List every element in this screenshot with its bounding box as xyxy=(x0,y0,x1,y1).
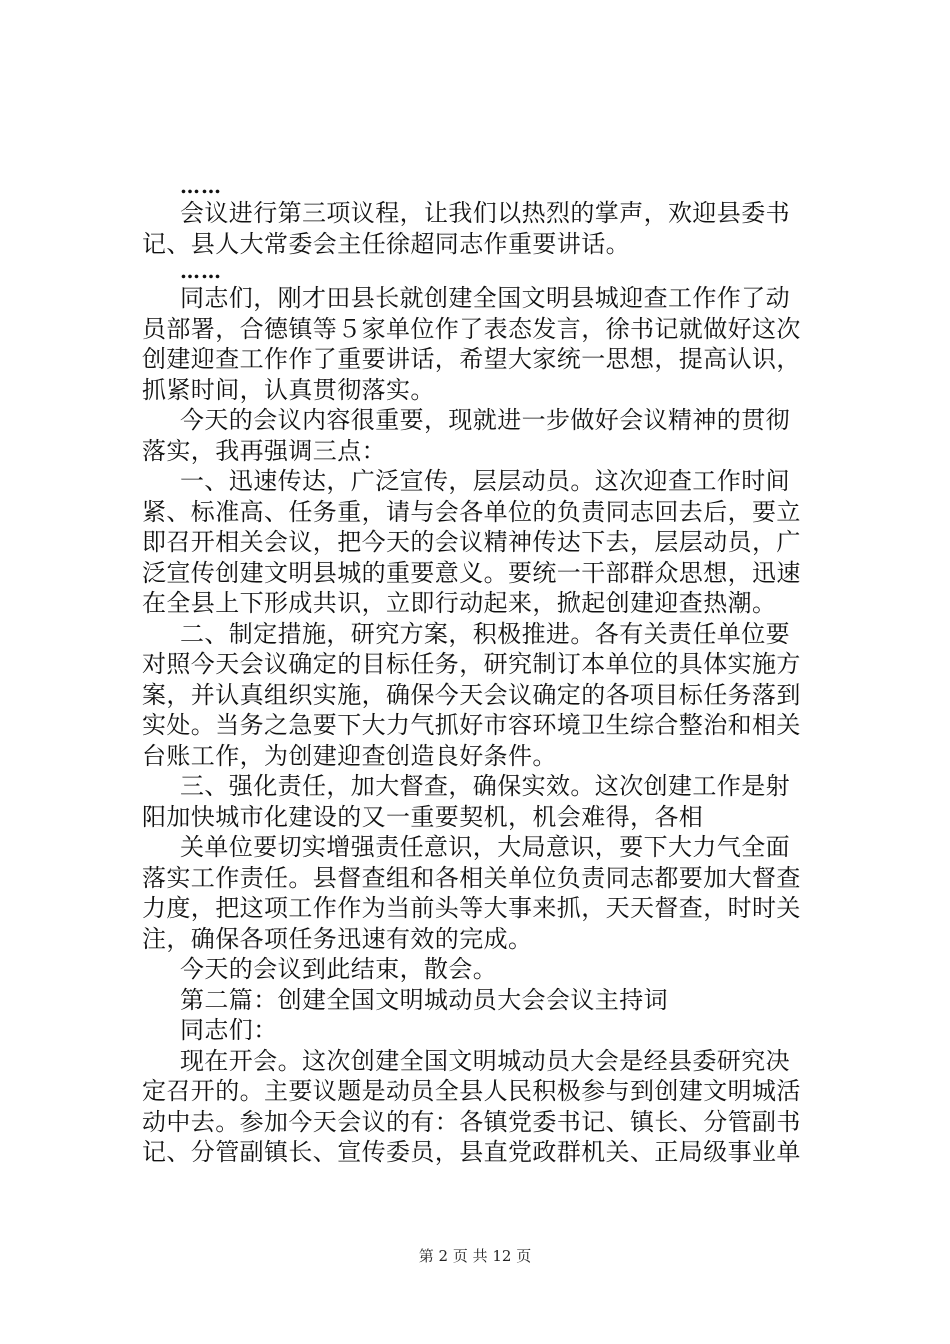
text-line: 今天的会议内容很重要，现就进一步做好会议精神的贯彻 xyxy=(180,406,790,434)
text-line: 记、分管副镇长、宣传委员，县直党政群机关、正局级事业单 xyxy=(142,1138,801,1166)
text-line: 注，确保各项任务迅速有效的完成。 xyxy=(142,924,533,953)
section-heading: 第二篇：创建全国文明城动员大会会议主持词 xyxy=(180,985,668,1014)
text-line: 今天的会议到此结束，散会。 xyxy=(180,955,498,983)
text-line: 台账工作，为创建迎查创造良好条件。 xyxy=(142,741,557,770)
text-line: 员部署，合德镇等５家单位作了表态发言，徐书记就做好这次 xyxy=(142,314,801,343)
page-number-footer: 第 2 页 共 12 页 xyxy=(418,1247,532,1265)
text-line: 定召开的。主要议题是动员全县人民积极参与到创建文明城活 xyxy=(142,1077,801,1105)
text-line: 对照今天会议确定的目标任务，研究制订本单位的具体实施方 xyxy=(142,650,801,678)
text-line: 会议进行第三项议程，让我们以热烈的掌声，欢迎县委书 xyxy=(180,199,790,227)
text-line: 一、迅速传达，广泛宣传，层层动员。这次迎查工作时间 xyxy=(180,467,790,495)
text-line: 同志们： xyxy=(180,1016,278,1044)
text-line: 动中去。参加今天会议的有：各镇党委书记、镇长、分管副书 xyxy=(142,1107,801,1136)
text-line: 在全县上下形成共识，立即行动起来，掀起创建迎查热潮。 xyxy=(142,589,777,617)
text-line: 二、制定措施，研究方案，积极推进。各有关责任单位要 xyxy=(180,619,790,648)
text-line: 泛宣传创建文明县城的重要意义。要统一干部群众思想，迅速 xyxy=(142,558,801,587)
text-line: 三、强化责任，加大督查，确保实效。这次创建工作是射 xyxy=(180,772,790,800)
text-line: 落实，我再强调三点： xyxy=(142,436,386,465)
text-line: 现在开会。这次创建全国文明城动员大会是经县委研究决 xyxy=(180,1046,790,1075)
document-body xyxy=(142,174,832,1168)
text-line: 抓紧时间，认真贯彻落实。 xyxy=(142,375,435,404)
text-line: 记、县人大常委会主任徐超同志作重要讲话。 xyxy=(142,229,630,258)
text-line: 即召开相关会议，把今天的会议精神传达下去，层层动员，广 xyxy=(142,528,801,556)
text-line: 案，并认真组织实施，确保今天会议确定的各项目标任务落到 xyxy=(142,680,801,709)
text-line: 阳加快城市化建设的又一重要契机，机会难得，各相 xyxy=(142,802,704,831)
text-line: 落实工作责任。县督查组和各相关单位负责同志都要加大督查 xyxy=(142,863,801,892)
text-line: 关单位要切实增强责任意识，大局意识，要下大力气全面 xyxy=(180,833,790,861)
text-line: 实处。当务之急要下大力气抓好市容环境卫生综合整治和相关 xyxy=(142,711,801,739)
text-line: 创建迎查工作作了重要讲话，希望大家统一思想，提高认识， xyxy=(142,345,801,373)
ellipsis-line: …… xyxy=(180,174,222,198)
text-line: 紧、标准高、任务重，请与会各单位的负责同志回去后，要立 xyxy=(142,497,801,526)
ellipsis-line: …… xyxy=(180,259,222,283)
text-line: 同志们，刚才田县长就创建全国文明县城迎查工作作了动 xyxy=(180,284,790,312)
text-line: 力度，把这项工作作为当前头等大事来抓，天天督查，时时关 xyxy=(142,894,801,922)
